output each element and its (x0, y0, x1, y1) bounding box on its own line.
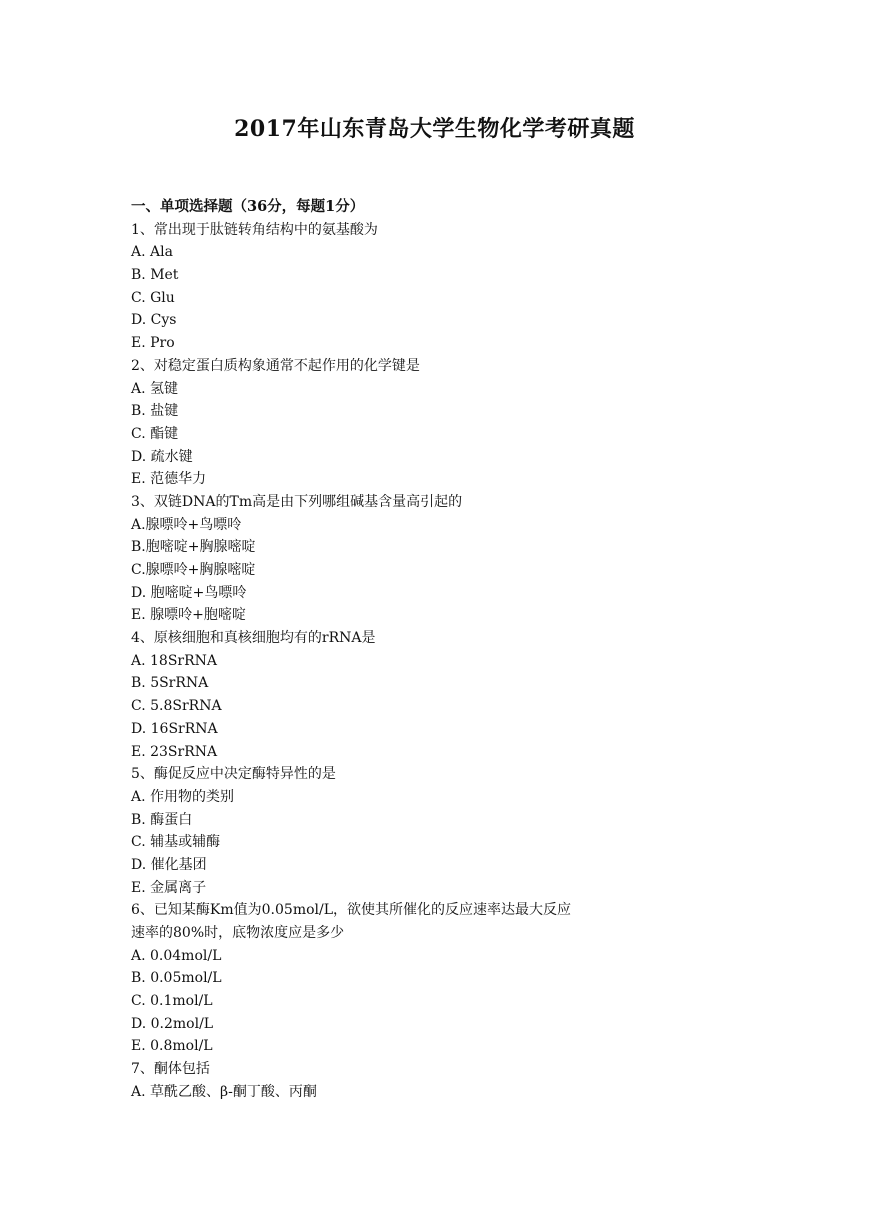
text-line: A.腺嘌呤+鸟嘌呤 (131, 516, 242, 533)
text-line: 速率的80%时，底物浓度应是多少 (131, 925, 345, 941)
text-line: 3、双链DNA的Tm高是由下列哪组碱基含量高引起的 (131, 493, 463, 510)
text-line: C. 0.1mol/L (131, 993, 213, 1010)
text-line: A. Ala (131, 244, 173, 261)
text-line: E. 腺嘌呤+胞嘧啶 (131, 607, 246, 624)
text-line: C. 5.8SrRNA (131, 698, 222, 715)
text-line: A. 18SrRNA (131, 652, 218, 669)
text-line: D. Cys (131, 312, 177, 329)
text-line: A. 氢键 (131, 380, 179, 397)
text-line: 1、常出现于肽链转角结构中的氨基酸为 (131, 221, 378, 238)
text-line: 7、酮体包括 (131, 1061, 210, 1078)
text-line: D. 疏水键 (131, 448, 193, 465)
text-line: C. 酯键 (131, 425, 179, 442)
text-line: 6、已知某酶Km值为0.05mol/L，欲使其所催化的反应速率达最大反应 (131, 902, 572, 919)
text-line: E. 23SrRNA (131, 743, 218, 760)
text-line: B. 5SrRNA (131, 675, 209, 692)
question-list (131, 196, 731, 1104)
text-line: A. 0.04mol/L (131, 947, 222, 964)
text-line: B.胞嘧啶+胸腺嘧啶 (131, 539, 256, 556)
text-line: E. 金属离子 (131, 879, 207, 896)
text-line: B. 盐键 (131, 403, 179, 420)
text-line: B. Met (131, 267, 179, 284)
question-lines (131, 219, 731, 1104)
section-heading: 一、单项选择题（36分，每题1分） (131, 198, 365, 215)
text-line: D. 0.2mol/L (131, 1015, 214, 1032)
text-line: 5、酶促反应中决定酶特异性的是 (131, 766, 336, 783)
text-line: B. 0.05mol/L (131, 970, 222, 987)
text-line: C. 辅基或辅酶 (131, 834, 221, 851)
text-line: D. 16SrRNA (131, 720, 218, 737)
text-line: C. Glu (131, 289, 175, 306)
text-line: B. 酶蛋白 (131, 811, 193, 828)
text-line: D. 催化基团 (131, 856, 207, 873)
text-line: E. 0.8mol/L (131, 1038, 213, 1055)
text-line: D. 胞嘧啶+鸟嘌呤 (131, 584, 247, 601)
text-line: A. 草酰乙酸、β-酮丁酸、丙酮 (131, 1083, 317, 1100)
text-line: A. 作用物的类别 (131, 788, 235, 805)
text-line: E. Pro (131, 335, 175, 352)
text-line: E. 范德华力 (131, 471, 207, 488)
text-line: 2、对稳定蛋白质构象通常不起作用的化学键是 (131, 357, 420, 374)
text-line: C.腺嘌呤+胸腺嘧啶 (131, 562, 256, 578)
text-line: 4、原核细胞和真核细胞均有的rRNA是 (131, 630, 376, 647)
page-title: 2017年山东青岛大学生物化学考研真题 (234, 116, 635, 142)
